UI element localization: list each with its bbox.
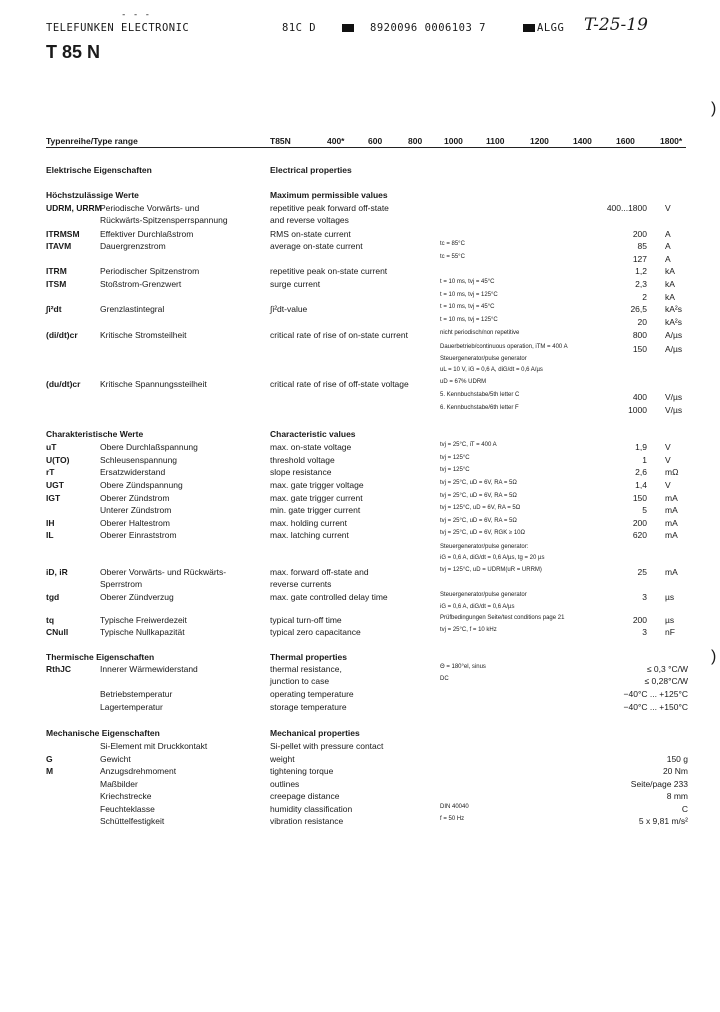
row-value: 3 — [642, 627, 647, 637]
row-symbol: G — [46, 754, 53, 764]
row-condition: t = 10 ms, tvj = 45°C — [440, 279, 495, 285]
row-symbol: ITRM — [46, 266, 67, 276]
row-symbol: (di/dt)cr — [46, 330, 78, 340]
row-label-de: Periodischer Spitzenstrom — [100, 266, 200, 276]
row-label-en: max. latching current — [270, 530, 349, 540]
type-voltage: 1400 — [573, 136, 592, 146]
row-unit: mA — [665, 493, 678, 503]
row-label-en: average on-state current — [270, 241, 363, 251]
row-value: 400...1800 — [606, 203, 647, 213]
row-symbol: ITRMSM — [46, 229, 80, 239]
row-condition: 6. Kennbuchstabe/6th letter F — [440, 405, 519, 411]
row-condition: f = 50 Hz — [440, 816, 465, 822]
type-voltage: 1000 — [444, 136, 463, 146]
row-value: 2 — [642, 292, 647, 302]
row-unit: mA — [665, 518, 678, 528]
row-symbol: (du/dt)cr — [46, 379, 81, 389]
row-condition: tc = 85°C — [440, 241, 465, 247]
row-value: 800 — [632, 330, 647, 340]
row-value: 2,6 — [635, 467, 647, 477]
row-label-de: Stoßstrom-Grenzwert — [100, 279, 182, 289]
page-title: T 85 N — [46, 42, 101, 62]
row-label-de: Unterer Zündstrom — [100, 505, 172, 515]
row-value: 1,9 — [635, 442, 647, 452]
row-label-de: Oberer Zündverzug — [100, 592, 174, 602]
row-label-de: Periodische Vorwärts- und — [100, 203, 200, 213]
scan-mark: ) — [711, 648, 717, 665]
row-label-en: max. on-state voltage — [270, 442, 352, 452]
row-unit: mA — [665, 530, 678, 540]
row-unit: mA — [665, 567, 678, 577]
row-condition: tvj = 25°C, uD = 6V, RA = 5Ω — [440, 493, 517, 499]
row-label-de: Schüttelfestigkeit — [100, 816, 165, 826]
row-label-en: and reverse voltages — [270, 215, 349, 225]
row-unit: kA — [665, 279, 675, 289]
section-heading: Mechanical properties — [270, 728, 360, 738]
row-value: 20 — [637, 317, 647, 327]
row-condition: 5. Kennbuchstabe/5th letter C — [440, 392, 520, 398]
row-condition: tvj = 25°C, uD = 6V, RA = 5Ω — [440, 518, 517, 524]
row-unit: V — [665, 203, 671, 213]
row-unit: A/µs — [665, 344, 683, 354]
row-value: 127 — [632, 254, 647, 264]
row-value: 150 g — [666, 754, 688, 764]
row-label-en: min. gate trigger current — [270, 505, 361, 515]
row-label-en: repetitive peak on-state current — [270, 266, 388, 276]
row-condition: Steuergenerator/pulse generator — [440, 592, 527, 598]
company-name: TELEFUNKEN ELECTRONIC — [46, 22, 190, 34]
row-condition: tvj = 125°C — [440, 467, 470, 473]
row-value: 26,5 — [630, 304, 647, 314]
row-value: 8 mm — [666, 791, 688, 801]
row-label-en: humidity classification — [270, 804, 353, 814]
row-symbol: tq — [46, 615, 55, 625]
row-label-de: Kriechstrecke — [100, 791, 152, 801]
row-value: 1,4 — [635, 480, 647, 490]
row-symbol: ITSM — [46, 279, 67, 289]
row-label-en: max. forward off-state and — [270, 567, 369, 577]
type-voltage: 600 — [368, 136, 383, 146]
row-condition: tvj = 25°C, iT = 400 A — [440, 442, 497, 448]
row-value: 3 — [642, 592, 647, 602]
type-voltage: 1100 — [486, 136, 505, 146]
row-label-de: Oberer Einraststrom — [100, 530, 177, 540]
row-unit: V/µs — [665, 405, 683, 415]
row-unit: V — [665, 455, 671, 465]
row-condition: t = 10 ms, tvj = 125°C — [440, 292, 498, 298]
row-label-de: Feuchteklasse — [100, 804, 155, 814]
scan-mark: ) — [711, 100, 717, 117]
section-heading: Electrical properties — [270, 165, 352, 175]
row-label-de: Si-Element mit Druckkontakt — [100, 741, 208, 751]
type-voltage: 1600 — [616, 136, 635, 146]
row-value: 1000 — [628, 405, 647, 415]
row-symbol: tgd — [46, 592, 60, 602]
row-symbol: UDRM, URRM — [46, 203, 102, 213]
header-code-2: 8920096 0006103 7 — [370, 22, 486, 34]
row-label-de: Anzugsdrehmoment — [100, 766, 177, 776]
type-voltage: 1200 — [530, 136, 549, 146]
row-condition: Θ = 180°el, sinus — [440, 664, 486, 670]
row-label-de: Typische Nullkapazität — [100, 627, 185, 637]
row-label-de: Schleusenspannung — [100, 455, 178, 465]
row-label-de: Obere Durchlaßspannung — [100, 442, 198, 452]
row-condition: uD = 67% UDRM — [440, 379, 487, 385]
row-label-en: ∫i²dt-value — [270, 304, 308, 314]
row-value: 1 — [642, 455, 647, 465]
row-condition: tvj = 125°C, uD = UDRM(uR = URRM) — [440, 567, 542, 573]
black-mark — [342, 24, 354, 32]
row-label-de: Gewicht — [100, 754, 131, 764]
row-symbol: rT — [46, 467, 55, 477]
row-symbol: M — [46, 766, 54, 776]
row-symbol: CNull — [46, 627, 69, 637]
type-voltage: 1800* — [660, 136, 683, 146]
section-heading: Thermal properties — [270, 652, 347, 662]
row-condition: iG = 0,6 A, diG/dt = 0,6 A/µs, tg = 20 µs — [440, 555, 545, 561]
row-unit: nF — [665, 627, 675, 637]
row-label-en: critical rate of rise of on-state current — [270, 330, 408, 340]
row-value: C — [681, 804, 688, 814]
row-unit: µs — [665, 592, 675, 602]
type-range-label: Typenreihe/Type range — [46, 136, 138, 146]
row-value: 200 — [632, 518, 647, 528]
row-condition: iG = 0,6 A, diG/dt = 0,6 A/µs — [440, 604, 515, 610]
row-condition: tvj = 25°C, uD = 6V, RA = 5Ω — [440, 480, 517, 486]
row-symbol: IL — [46, 530, 54, 540]
row-label-de: Sperrstrom — [100, 579, 143, 589]
row-label-en: critical rate of rise of off-state voltage — [270, 379, 409, 389]
row-label-de: Kritische Spannungssteilheit — [100, 379, 207, 389]
header-code-1: 81C D — [282, 22, 317, 34]
row-label-en: repetitive peak forward off-state — [270, 203, 389, 213]
row-condition: DIN 40040 — [440, 804, 469, 810]
row-value: ≤ 0,28°C/W — [644, 676, 688, 686]
row-symbol: uT — [46, 442, 57, 452]
section-heading: Mechanische Eigenschaften — [46, 728, 160, 738]
row-unit: A — [665, 254, 671, 264]
row-label-en: weight — [270, 754, 295, 764]
row-label-en: typical zero capacitance — [270, 627, 361, 637]
row-label-en: max. holding current — [270, 518, 348, 528]
row-label-en: vibration resistance — [270, 816, 344, 826]
row-label-de: Obere Zündspannung — [100, 480, 183, 490]
row-condition: uL = 10 V, iG = 0,6 A, diG/dt = 0,6 A/µs — [440, 367, 543, 373]
row-label-de: Dauergrenzstrom — [100, 241, 166, 251]
row-condition: tvj = 25°C, uD = 6V, RGK ≥ 10Ω — [440, 530, 525, 536]
row-label-en: surge current — [270, 279, 321, 289]
row-condition: Steuergenerator/pulse generator — [440, 356, 527, 362]
row-symbol: RthJC — [46, 664, 72, 674]
row-value: 85 — [637, 241, 647, 251]
row-value: 620 — [632, 530, 647, 540]
row-unit: V — [665, 442, 671, 452]
row-unit: V/µs — [665, 392, 683, 402]
row-label-en: thermal resistance, — [270, 664, 342, 674]
section-heading: Characteristic values — [270, 429, 356, 439]
row-value: 5 x 9,81 m/s² — [638, 816, 688, 826]
row-unit: mΩ — [665, 467, 679, 477]
section-heading: Charakteristische Werte — [46, 429, 144, 439]
section-heading: Höchstzulässige Werte — [46, 190, 139, 200]
row-unit: µs — [665, 615, 675, 625]
row-symbol: IH — [46, 518, 55, 528]
row-label-en: slope resistance — [270, 467, 332, 477]
row-label-de: Grenzlastintegral — [100, 304, 165, 314]
row-symbol: IGT — [46, 493, 61, 503]
row-label-en: outlines — [270, 779, 300, 789]
row-condition: Prüfbedingungen Seite/test conditions page 21 — [440, 615, 565, 621]
row-value: −40°C ... +150°C — [623, 702, 688, 712]
row-condition: tc = 55°C — [440, 254, 465, 260]
row-label-en: RMS on-state current — [270, 229, 351, 239]
row-label-de: Typische Freiwerdezeit — [100, 615, 187, 625]
row-symbol: ∫i²dt — [46, 304, 62, 314]
row-value: 400 — [632, 392, 647, 402]
row-label-de: Betriebstemperatur — [100, 689, 173, 699]
row-value: 200 — [632, 229, 647, 239]
row-value: Seite/page 233 — [630, 779, 688, 789]
row-label-de: Maßbilder — [100, 779, 138, 789]
row-label-en: max. gate trigger current — [270, 493, 363, 503]
row-unit: mA — [665, 505, 678, 515]
row-unit: A/µs — [665, 330, 683, 340]
row-unit: kA²s — [665, 304, 682, 314]
row-unit: A — [665, 229, 671, 239]
section-heading: Thermische Eigenschaften — [46, 652, 155, 662]
row-label-en: tightening torque — [270, 766, 334, 776]
row-condition: t = 10 ms, tvj = 125°C — [440, 317, 498, 323]
section-heading: Elektrische Eigenschaften — [46, 165, 152, 175]
row-label-de: Innerer Wärmewiderstand — [100, 664, 198, 674]
row-unit: A — [665, 241, 671, 251]
section-heading: Maximum permissible values — [270, 190, 388, 200]
row-condition: Steuergenerator/pulse generator: — [440, 544, 529, 550]
row-label-de: Oberer Vorwärts- und Rückwärts- — [100, 567, 227, 577]
row-label-en: typical turn-off time — [270, 615, 342, 625]
row-symbol: U(TO) — [46, 455, 70, 465]
row-value: 150 — [632, 344, 647, 354]
divider — [46, 147, 686, 148]
row-label-en: storage temperature — [270, 702, 347, 712]
row-label-de: Ersatzwiderstand — [100, 467, 166, 477]
type-model: T85N — [270, 136, 291, 146]
row-value: ≤ 0,3 °C/W — [646, 664, 688, 674]
row-value: 25 — [637, 567, 647, 577]
handwritten-note: T-25-19 — [584, 15, 648, 35]
row-label-de: Oberer Zündstrom — [100, 493, 170, 503]
row-label-en: junction to case — [270, 676, 330, 686]
row-condition: tvj = 125°C, uD = 6V, RA = 5Ω — [440, 505, 521, 511]
row-value: 5 — [642, 505, 647, 515]
row-unit: kA²s — [665, 317, 682, 327]
row-condition: tvj = 125°C — [440, 455, 470, 461]
type-voltage: 800 — [408, 136, 423, 146]
row-label-de: Effektiver Durchlaßstrom — [100, 229, 194, 239]
row-unit: kA — [665, 266, 675, 276]
row-label-de: Oberer Haltestrom — [100, 518, 170, 528]
row-label-en: max. gate controlled delay time — [270, 592, 388, 602]
row-label-de: Kritische Stromsteilheit — [100, 330, 187, 340]
row-condition: t = 10 ms, tvj = 45°C — [440, 304, 495, 310]
row-label-de: Rückwärts-Spitzensperrspannung — [100, 215, 228, 225]
row-condition: DC — [440, 676, 449, 682]
header-code-3: ALGG — [537, 22, 565, 34]
row-condition: nicht periodisch/non repetitive — [440, 330, 520, 336]
row-value: 20 Nm — [662, 766, 688, 776]
row-symbol: ITAVM — [46, 241, 72, 251]
row-symbol: UGT — [46, 480, 64, 490]
row-label-de: Lagertemperatur — [100, 702, 163, 712]
row-symbol: iD, iR — [46, 567, 68, 577]
row-value: −40°C ... +125°C — [623, 689, 688, 699]
row-value: 1,2 — [635, 266, 647, 276]
row-condition: tvj = 25°C, f = 10 kHz — [440, 627, 497, 633]
type-voltage: 400* — [327, 136, 345, 146]
row-label-en: creepage distance — [270, 791, 340, 801]
row-label-en: max. gate trigger voltage — [270, 480, 364, 490]
row-label-en: reverse currents — [270, 579, 332, 589]
row-value: 2,3 — [635, 279, 647, 289]
row-value: 200 — [632, 615, 647, 625]
row-condition: Dauerbetrieb/continuous operation, iTM = 400 A — [440, 344, 568, 350]
row-label-en: threshold voltage — [270, 455, 335, 465]
row-label-en: operating temperature — [270, 689, 354, 699]
row-unit: V — [665, 480, 671, 490]
header-dashes: - - - — [121, 10, 151, 20]
row-unit: kA — [665, 292, 675, 302]
black-mark — [523, 24, 535, 32]
row-value: 150 — [632, 493, 647, 503]
row-label-en: Si-pellet with pressure contact — [270, 741, 384, 751]
